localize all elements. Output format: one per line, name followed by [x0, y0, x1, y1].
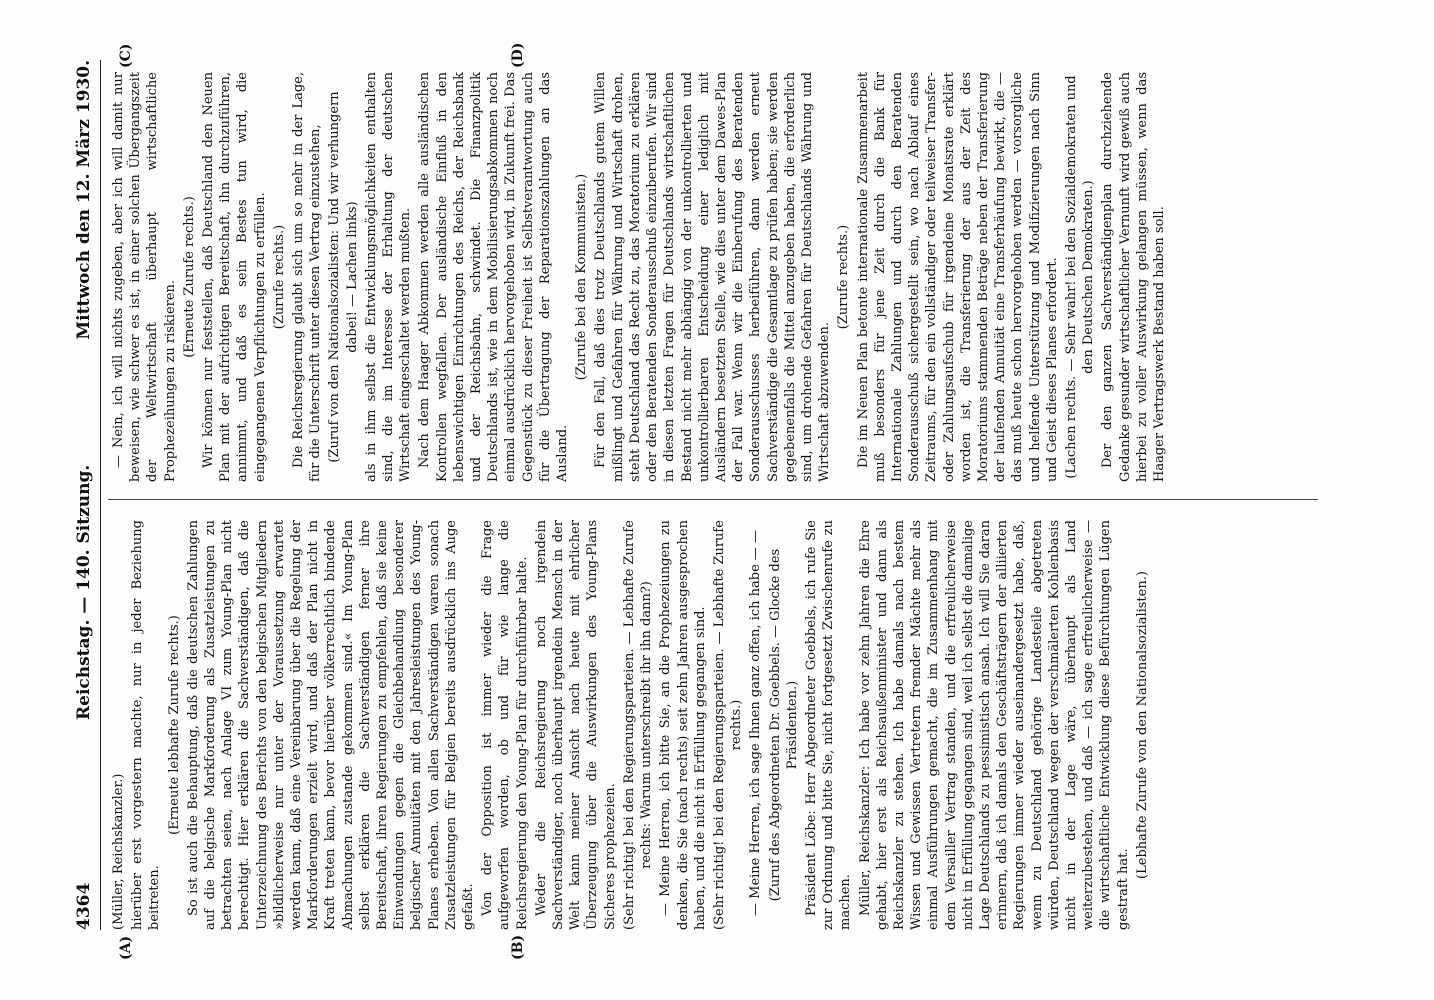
header-rule — [100, 60, 101, 930]
session-date: Mittwoch den 12. März 1930. — [74, 60, 94, 340]
page-number: 4364 — [74, 882, 94, 930]
paragraph: — Meine Herren, ich sage Ihnen ganz offen, ich habe — — — [748, 529, 764, 916]
interjection: (Sehr richtig! bei den Regierungsparteien. — Lebhafte Zurufe rechts.) — [711, 520, 745, 930]
paragraph: hierüber erst vorgestern machte, nur in jeder Beziehung beitreten. — [130, 520, 163, 930]
interjection: (Zuruf des Abgeordneten Dr. Goebbels. — Glocke des Präsidenten.) — [767, 548, 800, 902]
interjection: (Lebhafte Zurufe von den Nationalsozialisten.) — [1134, 571, 1150, 879]
column-left — [110, 520, 1153, 930]
interjection: (Lachen rechts. — Sehr wahr! bei den Sozialdemokraten und den Deutschen Demokraten.) — [1063, 75, 1097, 479]
column-divider — [108, 499, 1318, 500]
interjection: (Erneute Zurufe rechts.) — [181, 196, 197, 358]
margin-letter-a: (A) — [118, 935, 134, 960]
interjection: (Zurufe rechts.) — [836, 224, 852, 330]
paragraph: Weder die Reichsregierung noch irgendein Sachverständiger, noch überhaupt irgendein Mensch in der Welt kann meiner Ansicht nach heute mit ehrlicher Überzeugung über die Auswirkungen des Young-Plans Sicheres prophezeien. — [533, 520, 618, 930]
interjection: (Sehr richtig! bei den Regierungsparteien. — Lebhafte Zurufe rechts: Warum unterschreibt ihr ihn dann?) — [621, 520, 655, 930]
speaker-line: (Müller, Reichskanzler.) — [111, 773, 126, 930]
paragraph: — Meine Herren, ich bitte Sie, an die Prophezeiungen zu denken, die Sie (nach rechts) seit zehn Jahren ausgesprochen haben, und die nicht in Erfüllung gegangen sind. — [658, 520, 708, 930]
paragraph: Müller, Reichskanzler: Ich habe vor zehn Jahren die Ehre gehabt, hier erst als Reichsaußenminister und dann als Reichskanzler zu stehen. Ich habe damals nach bestem Wissen und Gewissen Vertretern fremder Mächte mehr als einmal Ausführungen gemacht, die im Zusammenhang mit dem Versailler Vertrag standen, und die erfreulicherweise nicht in Erfüllung gegangen sind, weil ich selbst die damalige Lage Deutschlands zu pessimistisch ansah. Ich will Sie daran erinnern, daß ich damals den Geschäftsträgern der alliierten Regierungen immer wieder auseinandergesetzt habe, daß, wenn zu Deutschland gehörige Landesteile abgetreten würden, Deutschland wegen der verschmälerten Kohlenbasis nicht in der Lage wäre, überhaupt als Land weiterzubestehen, und daß — ich sage erfreulicherweise — die wirtschaftliche Entwicklung diese Befürchtungen Lügen gestraft hat. — [857, 520, 1131, 930]
paragraph: als in ihm selbst die Entwicklungsmöglichkeiten enthalten sind, die im Interesse der Erhaltung der deutschen Wirtschaft eingeschaltet werden mußten. — [363, 72, 414, 482]
paragraph: Präsident Löbe: Herr Abgeordneter Goebbels, ich rufe Sie zur Ordnung und bitte Sie, nicht fortgesetzt Zwischenrufe zu machen. — [803, 520, 854, 930]
margin-letter-d: (D) — [510, 42, 526, 68]
paragraph: Der den ganzen Sachverständigenplan durchziehende Gedanke gesunder wirtschaftlicher Vernunft wird gewiß auch hierbei zu voller Auswirkung gelangen müssen, wenn das Haager Vertragswerk Bestand haben soll. — [1100, 72, 1167, 482]
margin-letter-c: (C) — [118, 43, 134, 68]
paragraph: Nach dem Haager Abkommen werden alle ausländischen Kontrollen wegfallen. Der ausländische Einfluß in den lebenswichtigen Einrichtungen des Reichs, der Reichsbank und der Reichsbahn, schwindet. Die Finanzpolitik Deutschlands ist, wie in dem Mobilisierungsabkommen noch einmal ausdrücklich hervorgehoben wird, in Zukunft frei. Das Gegenstück zu dieser Freiheit ist Selbstverantwortung auch für die Übertragung der Reparationszahlungen an das Ausland. — [417, 72, 571, 482]
interjection: (Zurufe rechts.) — [271, 224, 287, 330]
margin-letter-b: (B) — [510, 934, 526, 960]
interjection: (Erneute lebhafte Zurufe rechts.) — [166, 615, 182, 835]
paragraph: Die Reichsregierung glaubt sich um so mehr in der Lage, für die Unterschrift unter diesen Vertrag einzustehen, — [291, 72, 324, 482]
paragraph: Wir können nur feststellen, daß Deutschland den Neuen Plan mit der aufrichtigen Bereitschaft, ihn durchzuführen, annimmt, und daß es sein Bestes tun wird, die eingegangenen Verpflichtungen zu erfüllen. — [201, 72, 268, 482]
interjection: (Zurufe bei den Kommunisten.) — [574, 173, 590, 381]
paragraph: — Nein, ich will nichts zugeben, aber ich will damit nur beweisen, wie schwer es ist, in einer solchen Übergangszeit der Weltwirtschaft überhaupt wirtschaftliche Prophezeihungen zu riskieren. — [111, 72, 178, 482]
interjection: (Zuruf von den Nationalsozialisten: Und wir verhungern dabei! — Lachen links) — [327, 91, 360, 463]
session-title: Reichstag. — 140. Sitzung. — [74, 464, 94, 720]
paragraph: So ist auch die Behauptung, daß die deutschen Zahlungen auf die belgische Markforderung als Zusatzleistungen zu betrachten seien, nach Anlage VI zum Young-Plan nicht berechtigt. Hier erklären die Sachverständigen, daß die Unterzeichnung des Berichts von den belgischen Mitgliedern »bildlicherweise nur unter der Voraussetzung erwartet werden kann, daß eine Vereinbarung über die Regelung der Markforderungen erzielt wird, und daß der Plan nicht in Kraft treten kann, bevor hierüber völkerrechtlich bindende Abmachungen zustande gekommen sind.« Im Young-Plan selbst erklären die Sachverständigen ferner ihre Bereitschaft, ihren Regierungen zu empfehlen, daß sie keine Einwendungen gegen die Gleichbehandlung besonderer belgischer Annuitäten mit den Jahresleistungen des Young-Planes erheben. Von allen Sachverständigen waren sonach Zusatzleistungen für Belgien bereits ausdrücklich ins Auge gefaßt. — [185, 520, 477, 930]
paragraph: Für den Fall, daß dies trotz Deutschlands gutem Willen mißlingt und Gefahren für Währung und Wirtschaft drohen, steht Deutschland das Recht zu, das Moratorium zu erklären oder den Beratenden Sonderausschuß einzuberufen. Wir sind in diesen letzten Fragen für Deutschlands wirtschaftlichen Bestand nicht mehr abhängig von der unkontrollierten und unkontrollierbaren Entscheidung einer lediglich mit Ausländern besetzten Stelle, wie dies unter dem Dawes-Plan der Fall war. Wenn wir die Einberufung des Beratenden Sonderausschusses herbeiführen, dann werden erneut Sachverständige die Gesamtlage zu prüfen haben; sie werden gegebenenfalls die Mittel anzugeben haben, die erforderlich sind, um drohende Gefahren für Deutschlands Währung und Wirtschaft abzuwenden. — [593, 72, 833, 482]
running-header — [70, 60, 100, 930]
paragraph: Von der Opposition ist immer wieder die Frage aufgeworfen worden, ob und für wie lange die Reichsregierung den Young-Plan für durchführbar halte. — [480, 520, 530, 930]
rotated-document — [70, 42, 1330, 960]
paragraph: Die im Neuen Plan betonte internationale Zusammenarbeit muß besonders für jene Zeit durch die Bank für Internationale Zahlungen und durch den Beratenden Sonderausschuß sichergestellt sein, wo nach Ablauf eines Zeitraums, für den ein vollständiger oder teilweiser Transfer- oder Zahlungsaufschub für irgendeine Monatsrate erklärt worden ist, die Transferierung der aus der Zeit des Moratoriums stammenden Beträge neben der Transferierung der laufenden Annuität eine Transferhäufung bewirkt, die — das muß heute schon hervorgehoben werden — vorsorgliche und helfende Unterstützung und Modifizierungen nach Sinn und Geist dieses Planes erfordert. — [855, 72, 1060, 482]
digitization-credit — [1405, 10, 1425, 985]
column-right — [110, 72, 1170, 482]
